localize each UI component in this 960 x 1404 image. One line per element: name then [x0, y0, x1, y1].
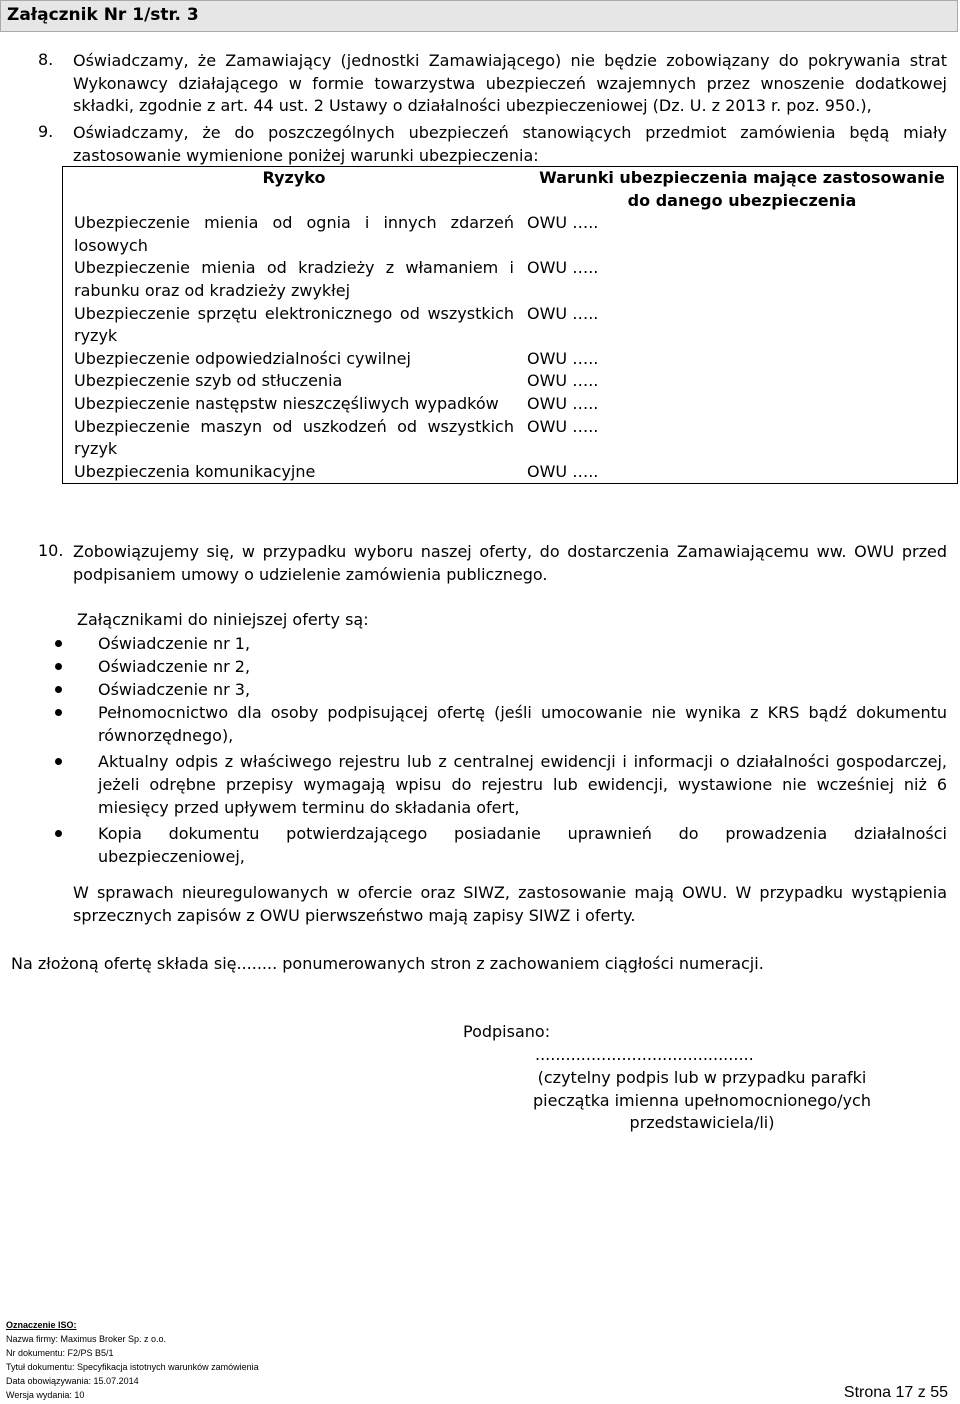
list-item — [55, 632, 947, 655]
bullet-icon — [55, 709, 62, 716]
list-item — [55, 701, 947, 747]
owu-note: W sprawach nieuregulowanych w ofercie oraz SIWZ, zastosowanie mają OWU. W przypadku wystąpienia sprzecznych zapisów z OWU pierwszeństwo mają zapisy SIWZ i oferty. — [73, 883, 947, 925]
attachments-list — [55, 632, 947, 868]
pages-note: Na złożoną ofertę składa się........ ponumerowanych stron z zachowaniem ciągłości numeracji. — [11, 954, 764, 973]
risk-cell: Ubezpieczenie maszyn od uszkodzeń od wszystkich ryzyk — [74, 416, 514, 459]
owu-cell: OWU ….. — [527, 416, 599, 436]
table-row — [63, 416, 958, 461]
column-header-risk: Ryzyko — [262, 168, 326, 187]
list-item-text: Oświadczenie nr 1, — [98, 634, 251, 653]
owu-cell: OWU ….. — [527, 348, 599, 368]
bullet-icon — [55, 663, 62, 670]
bullet-icon — [55, 640, 62, 647]
bullet-icon — [55, 830, 62, 837]
page-title: Załącznik Nr 1/str. 3 — [7, 5, 199, 25]
list-item — [55, 750, 947, 819]
risk-cell: Ubezpieczenie mienia od kradzieży z włamaniem i rabunku oraz od kradzieży zwykłej — [74, 258, 514, 300]
list-item-text: Pełnomocnictwo dla osoby podpisującej ofertę (jeśli umocowanie nie wynika z KRS bądź dokumentu równorzędnego), — [98, 703, 947, 745]
footer-metadata — [6, 1318, 259, 1402]
table-row — [63, 461, 958, 484]
bullet-icon — [55, 686, 62, 693]
attachments-label: Załącznikami do niniejszej oferty są: — [77, 610, 369, 629]
section-10-text: Zobowiązujemy się, w przypadku wyboru naszej oferty, do dostarczenia Zamawiającemu ww. OWU przed podpisaniem umowy o udzielenie zamówienia publicznego. — [73, 542, 947, 584]
risk-cell: Ubezpieczenie następstw nieszczęśliwych wypadków — [74, 393, 499, 413]
table-row — [63, 393, 958, 416]
table-row — [63, 303, 958, 348]
list-item — [55, 822, 947, 868]
header-bar — [0, 0, 958, 32]
risk-cell: Ubezpieczenie mienia od ognia i innych zdarzeń losowych — [74, 213, 514, 255]
table-header-row — [63, 167, 958, 213]
list-item-text: Oświadczenie nr 3, — [98, 680, 251, 699]
table-row — [63, 212, 958, 257]
owu-cell: OWU ….. — [527, 461, 599, 481]
document-number: Nr dokumentu: F2/PS B5/1 — [6, 1348, 114, 1358]
section-9-text: Oświadczamy, że do poszczególnych ubezpieczeń stanowiących przedmiot zamówienia będą miały zastosowanie wymienione poniżej warunki ubezpieczenia: — [73, 123, 947, 165]
list-item-text: Kopia dokumentu potwierdzającego posiadanie uprawnień do prowadzenia działalności ubezpieczeniowej, — [98, 824, 947, 866]
owu-cell: OWU ….. — [527, 303, 599, 323]
owu-cell: OWU ….. — [527, 258, 599, 278]
version: Wersja wydania: 10 — [6, 1390, 85, 1400]
list-item — [55, 655, 947, 678]
iso-label: Oznaczenie ISO: — [6, 1320, 77, 1330]
risk-cell: Ubezpieczenie sprzętu elektronicznego od wszystkich ryzyk — [74, 303, 514, 346]
signature-caption: (czytelny podpis lub w przypadku parafki pieczątka imienna upełnomocnionego/ych przedstawiciela/li) — [533, 1068, 871, 1133]
section-8-text: Oświadczamy, że Zamawiający (jednostki Zamawiającego) nie będzie zobowiązany do pokrywania strat Wykonawcy działającego w formie towarzystwa ubezpieczeń wzajemnych przez wnoszenie dodatkowej składki, zgodnie z art. 44 ust. 2 Ustawy o działalności ubezpieczeniowej (Dz. U. z 2013 r. poz. 950.), — [73, 51, 947, 116]
owu-cell: OWU ….. — [527, 213, 599, 233]
insurance-conditions-table — [62, 166, 958, 484]
table-row — [63, 257, 958, 302]
risk-cell: Ubezpieczenie szyb od stłuczenia — [74, 371, 343, 391]
list-item — [55, 678, 947, 701]
section-10-number: 10. — [38, 541, 64, 560]
owu-cell: OWU ….. — [527, 371, 599, 391]
owu-cell: OWU ….. — [527, 393, 599, 413]
list-item-text: Aktualny odpis z właściwego rejestru lub z centralnej ewidencji i informacji o działalności gospodarczej, jeżeli odrębne przepisy wymagają wpisu do rejestru lub ewidencji, wystawione nie wcześniej niż 6 miesięcy przed upływem terminu do składania ofert, — [98, 752, 947, 817]
risk-cell: Ubezpieczenie odpowiedzialności cywilnej — [74, 348, 411, 368]
section-8-number: 8. — [38, 50, 54, 69]
valid-date: Data obowiązywania: 15.07.2014 — [6, 1376, 139, 1386]
table-row — [63, 370, 958, 393]
list-item-text: Oświadczenie nr 2, — [98, 657, 251, 676]
company-name: Nazwa firmy: Maximus Broker Sp. z o.o. — [6, 1334, 167, 1344]
risk-cell: Ubezpieczenia komunikacyjne — [74, 461, 316, 481]
bullet-icon — [55, 758, 62, 765]
signature-label: Podpisano: — [463, 1022, 551, 1041]
table-row — [63, 348, 958, 371]
signature-dots: ........................................... — [535, 1045, 754, 1064]
page-number: Strona 17 z 55 — [843, 1384, 948, 1401]
column-header-conditions: Warunki ubezpieczenia mające zastosowanie do danego ubezpieczenia — [539, 168, 945, 210]
section-9-number: 9. — [38, 122, 54, 141]
document-title: Tytuł dokumentu: Specyfikacja istotnych warunków zamówienia — [6, 1362, 259, 1372]
